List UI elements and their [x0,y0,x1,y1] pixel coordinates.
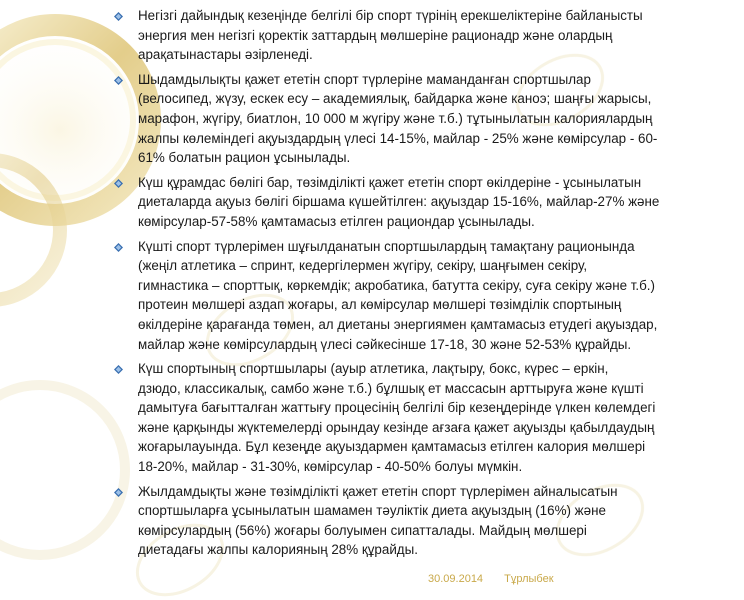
diamond-bullet-icon [114,76,123,85]
slide-content [112,6,742,565]
bullet-item [112,482,742,560]
bullet-item [112,237,742,355]
bullet-text: Жылдамдықты және төзімділікті қажет ететін спорт түрлерімен айналысатын спортшыларға ұсынылатын шамамен тәуліктік диета ақуыздың (16%) және көмірсулардың (56%) жоғары болуымен сипатталады. Майдың мөлшері диетадағы жалпы калорияның 28% құрайды. [138,483,618,558]
bullet-text: Негізгі дайындық кезеңінде белгілі бір спорт түрінің ерекшеліктеріне байланысты энергия мен негізгі қоректік заттардың мөлшеріне рационадр және олардың арақатынастары әзірленеді. [138,8,643,63]
bullet-list [112,6,742,560]
diamond-bullet-icon [114,243,123,252]
diamond-bullet-icon [114,12,123,21]
bullet-text: Күш құрамдас бөлігі бар, төзімділікті қажет ететін спорт өкілдеріне - ұсынылатын диеталарда ақуыз бөлігі біршама күшейтілген: ақуыздар 15-16%, майлар-27% және көмірсулар-57-58% қамтамасыз етілген рациондар ұсынылады. [138,174,660,229]
bullet-text: Күш спортының спортшылары (ауыр атлетика, лақтыру, бокс, күрес – еркін, дзюдо, классикалық, самбо және т.б.) бұлшық ет массасын арттыруға және күшті дамытуға бағытталған жаттығу процесінің белгілі бір кезеңдерінде үлкен көлемдегі және қарқынды жүктемелерді орындау кезінде ағзаға қажет ақуызды қабылдаудың жоғарылауында. Бұл кезеңде ақуыздармен қамтамасыз етілген калория мөлшері 18-20%, майлар - 31-30%, көмірсулар - 40-50% болуы мүмкін. [138,361,656,475]
diamond-bullet-icon [114,179,123,188]
diamond-bullet-icon [114,365,123,374]
bullet-item [112,6,742,65]
footer-date: 30.09.2014 [428,573,484,585]
bullet-item [112,173,742,232]
diamond-bullet-icon [114,488,123,497]
bullet-text: Күшті спорт түрлерімен шұғылданатын спортшылардың тамақтану рационында (жеңіл атлетика – спринт, кедергілермен жүгіру, секіру, шаңғымен секіру, гимнастика – спорттық, көркемдік; акробатика, батутта секіру, суға секіру және т.б.) протеин мөлшері аздап жоғары, ал көмірсулар мөлшері төзімділік спортының өкілдеріне қарағанда төмен, ал диетаны энергиямен қамтамасыз етудегі ақуыздар, майлар және көмірсулардың үлесі сәйкесінше 17-18, 30 және 52-53% құрайды. [138,238,658,352]
bullet-item [112,70,742,168]
bullet-item [112,359,742,477]
bullet-text: Шыдамдылықты қажет ететін спорт түрлеріне маманданған спортшылар (велосипед, жүзу, ескек есу – академиялық, байдарка және каноэ; шаңғы жарысы, марафон, жүгіру, биатлон, 10 000 м жүгіру және т.б.) тұтынылатын калориялардың жалпы көлеміндегі ақуыздардың үлесі 14-15%, майлар - 25% және көмірсулар - 60- 61% болатын рацион ұсынылады. [138,71,658,166]
slide-footer [428,573,554,585]
footer-author: Тұрлыбек [504,573,554,585]
